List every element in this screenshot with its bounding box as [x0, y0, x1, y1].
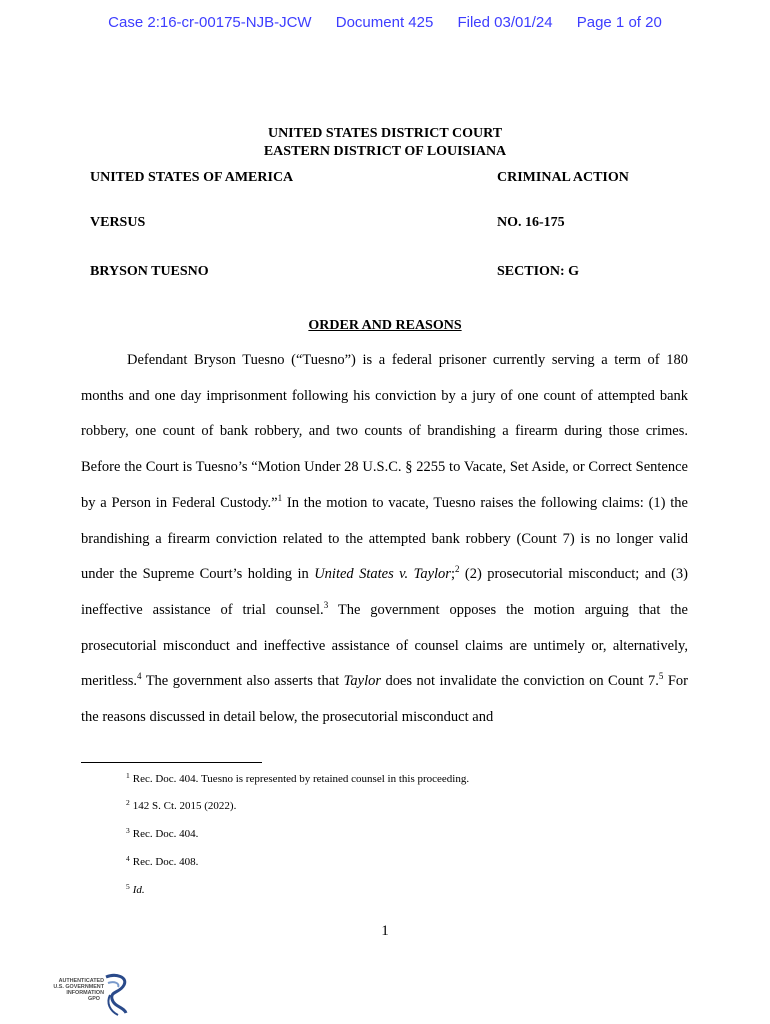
ecf-header [0, 14, 770, 31]
footnote-ref-4[interactable]: 4 [136, 671, 142, 682]
seal-line-1: AUTHENTICATED [58, 978, 104, 984]
body-sentence-5: The government also asserts that [141, 673, 344, 690]
footnote-number: 1 [126, 771, 130, 780]
body-sentence-6: does not invalidate the conviction on Count 7. [381, 673, 659, 690]
footnote-2 [126, 798, 236, 812]
footnote-3 [126, 826, 198, 840]
caption-plaintiff: UNITED STATES OF AMERICA [90, 170, 294, 185]
court-district: EASTERN DISTRICT OF LOUISIANA [263, 144, 507, 159]
case-number: Case 2:16-cr-00175-NJB-JCW [108, 14, 312, 31]
caption-number: NO. 16-175 [497, 215, 565, 230]
footnote-number: 2 [126, 798, 130, 807]
footnote-4 [126, 854, 198, 868]
footnote-number: 3 [126, 826, 130, 835]
seal-text [44, 978, 104, 1002]
court-heading [0, 125, 770, 161]
body-semicolon: ; [450, 566, 455, 583]
footnote-separator [81, 762, 262, 763]
footnote-number: 4 [126, 854, 130, 863]
document-title: ORDER AND REASONS [308, 318, 462, 333]
footnote-text: Id. [132, 884, 145, 896]
body-sentence-4: The government opposes the motion arguing that the prosecutorial misconduct and ineffective assistance of counsel claims are untimely or, alternatively, meritless. [81, 601, 688, 690]
body-sentence-3: (2) prosecutorial misconduct; and (3) ineffective assistance of trial counsel. [81, 566, 688, 618]
caption-action: CRIMINAL ACTION [497, 170, 629, 185]
caption-defendant: BRYSON TUESNO [90, 264, 209, 279]
caption-section: SECTION: G [497, 264, 580, 279]
seal-line-2: U.S. GOVERNMENT [53, 984, 104, 990]
footnote-ref-1[interactable]: 1 [277, 492, 283, 503]
document-number: Document 425 [335, 14, 434, 31]
caption-versus: VERSUS [90, 215, 146, 230]
gpo-authentication-seal [44, 973, 134, 1019]
footnote-text: Rec. Doc. 404. [132, 828, 199, 840]
filed-date: Filed 03/01/24 [457, 14, 553, 31]
seal-line-3: INFORMATION [66, 990, 104, 996]
body-sentence-2: In the motion to vacate, Tuesno raises the following claims: (1) the brandishing a firearm conviction related to the attempted bank robbery (Count 7) is no longer valid under the Supreme Court’s holding in [81, 494, 688, 583]
court-name: UNITED STATES DISTRICT COURT [267, 126, 503, 141]
page-indicator: Page 1 of 20 [576, 14, 662, 31]
seal-line-4: GPO [88, 996, 100, 1002]
footnote-text: Rec. Doc. 404. Tuesno is represented by retained counsel in this proceeding. [132, 773, 470, 785]
footnote-5 [126, 882, 145, 896]
footnote-ref-3[interactable]: 3 [323, 599, 329, 610]
page-number: 1 [381, 923, 389, 939]
footnote-ref-2[interactable]: 2 [454, 564, 460, 575]
footnote-text: Rec. Doc. 408. [132, 856, 199, 868]
body-sentence-7: For the reasons discussed in detail below, the prosecutorial misconduct and [81, 673, 688, 726]
footnote-number: 5 [126, 882, 130, 891]
taylor-citation: Taylor [343, 673, 381, 690]
body-sentence-1: Defendant Bryson Tuesno (“Tuesno”) is a federal prisoner currently serving a term of 180 months and one day imprisonment following his conviction by a jury of one count of attempted bank robbery, one count of bank robbery, and two counts of brandishing a firearm during those crimes. Before the Court is Tuesno’s “Motion Under 28 U.S.C. § 2255 to Vacate, Set Aside, or Correct Sentence by a Person in Federal Custody.” [81, 352, 688, 511]
footnote-ref-5[interactable]: 5 [658, 671, 664, 682]
eagle-icon [102, 973, 132, 1017]
case-citation: United States v. Taylor [314, 566, 451, 583]
footnote-text: 142 S. Ct. 2015 (2022). [132, 800, 237, 812]
footnote-1 [126, 771, 469, 785]
body-paragraph [81, 343, 688, 736]
